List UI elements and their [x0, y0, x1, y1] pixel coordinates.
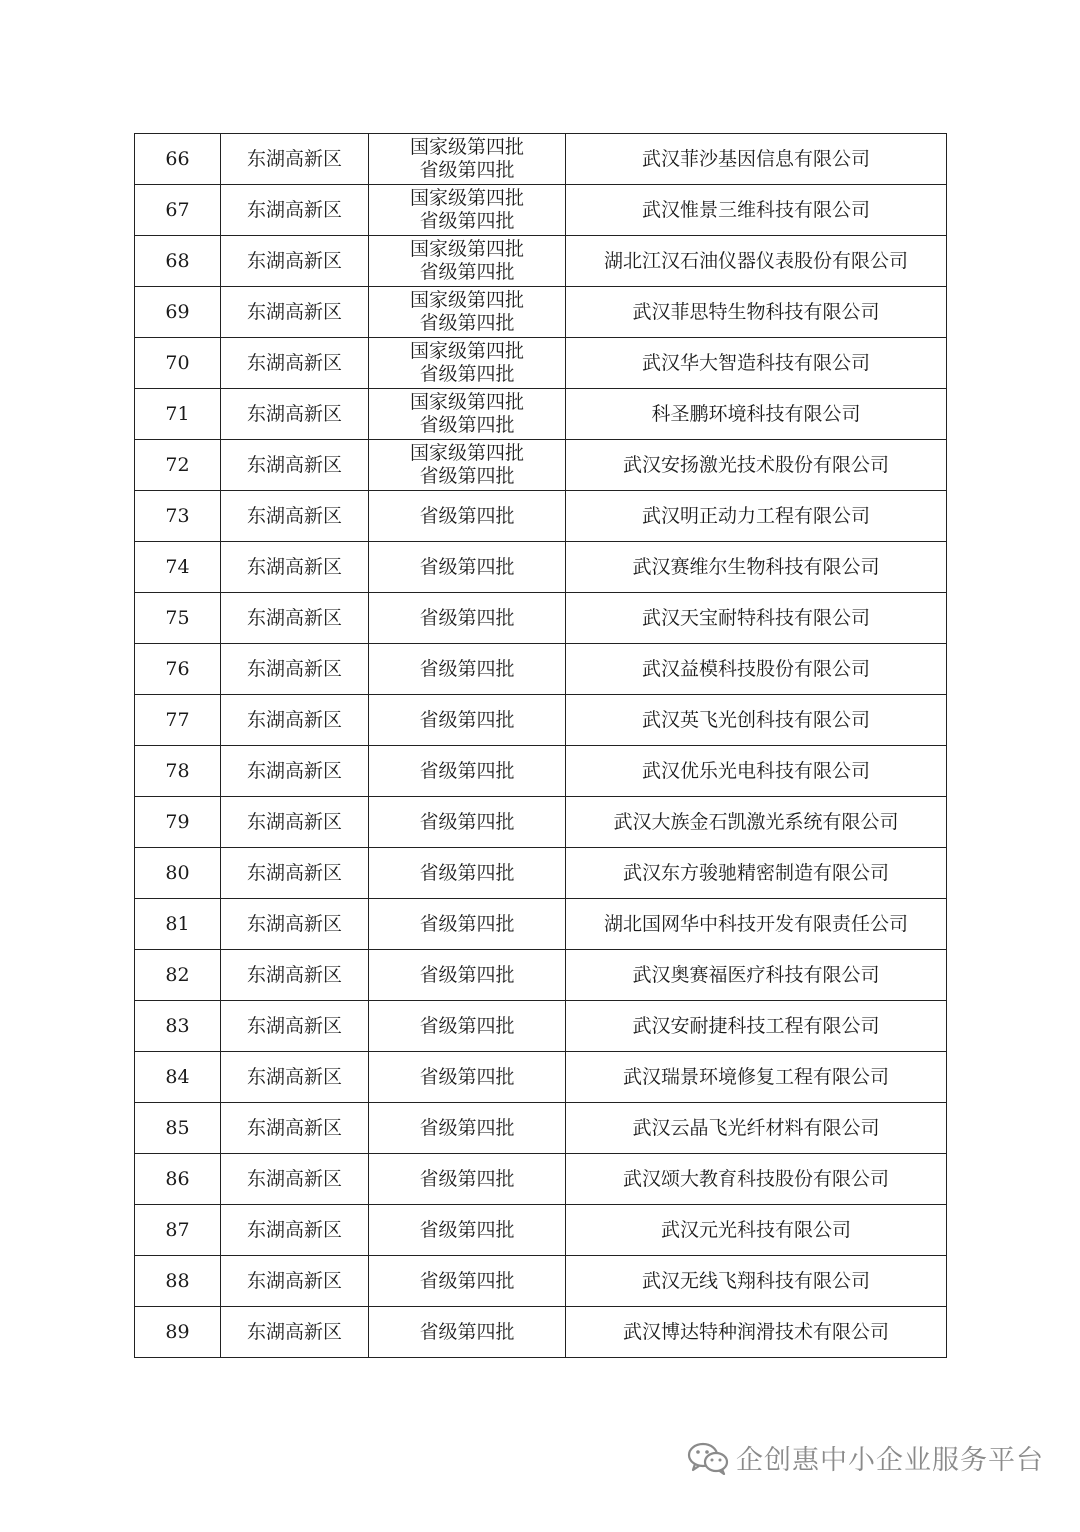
row-number: 68 [135, 236, 221, 287]
row-batch [369, 1307, 566, 1358]
table-body [135, 134, 947, 1358]
row-company: 武汉菲沙基因信息有限公司 [566, 134, 947, 185]
row-batch [369, 1154, 566, 1205]
table-row [135, 746, 947, 797]
table-row [135, 1205, 947, 1256]
row-company: 武汉优乐光电科技有限公司 [566, 746, 947, 797]
table-row [135, 236, 947, 287]
row-region: 东湖高新区 [221, 848, 369, 899]
watermark-text: 企创惠中小企业服务平台 [736, 1445, 1044, 1476]
company-list-table [134, 133, 947, 1358]
table-row [135, 1052, 947, 1103]
batch-line: 省级第四批 [419, 963, 515, 986]
batch-line: 省级第四批 [419, 1014, 515, 1037]
row-number: 84 [135, 1052, 221, 1103]
row-region: 东湖高新区 [221, 491, 369, 542]
row-number: 74 [135, 542, 221, 593]
table-row [135, 1307, 947, 1358]
row-number: 82 [135, 950, 221, 1001]
batch-line: 省级第四批 [419, 504, 515, 527]
row-number: 80 [135, 848, 221, 899]
row-region: 东湖高新区 [221, 440, 369, 491]
row-batch [369, 1052, 566, 1103]
row-number: 71 [135, 389, 221, 440]
batch-line: 省级第四批 [419, 312, 515, 334]
row-number: 87 [135, 1205, 221, 1256]
row-region: 东湖高新区 [221, 899, 369, 950]
row-batch [369, 1001, 566, 1052]
table-row [135, 848, 947, 899]
row-region: 东湖高新区 [221, 338, 369, 389]
row-region: 东湖高新区 [221, 695, 369, 746]
row-company: 武汉惟景三维科技有限公司 [566, 185, 947, 236]
row-batch [369, 389, 566, 440]
row-batch [369, 440, 566, 491]
batch-line: 省级第四批 [419, 1218, 515, 1241]
batch-line: 国家级第四批 [409, 187, 524, 209]
row-batch [369, 287, 566, 338]
row-company: 武汉赛维尔生物科技有限公司 [566, 542, 947, 593]
row-region: 东湖高新区 [221, 1307, 369, 1358]
row-company: 武汉明正动力工程有限公司 [566, 491, 947, 542]
table-row [135, 389, 947, 440]
row-company: 武汉奥赛福医疗科技有限公司 [566, 950, 947, 1001]
row-region: 东湖高新区 [221, 389, 369, 440]
row-batch [369, 593, 566, 644]
row-batch [369, 848, 566, 899]
row-company: 武汉安耐捷科技工程有限公司 [566, 1001, 947, 1052]
row-company: 武汉天宝耐特科技有限公司 [566, 593, 947, 644]
row-batch [369, 134, 566, 185]
row-number: 66 [135, 134, 221, 185]
watermark [686, 1438, 1044, 1477]
batch-line: 省级第四批 [419, 555, 515, 578]
row-company: 湖北国网华中科技开发有限责任公司 [566, 899, 947, 950]
batch-line: 省级第四批 [419, 1269, 515, 1292]
batch-line: 省级第四批 [419, 1116, 515, 1139]
row-region: 东湖高新区 [221, 746, 369, 797]
table-row [135, 644, 947, 695]
row-company: 武汉博达特种润滑技术有限公司 [566, 1307, 947, 1358]
row-company: 武汉华大智造科技有限公司 [566, 338, 947, 389]
row-region: 东湖高新区 [221, 1154, 369, 1205]
row-region: 东湖高新区 [221, 1001, 369, 1052]
row-region: 东湖高新区 [221, 134, 369, 185]
wechat-icon [686, 1441, 730, 1475]
batch-line: 省级第四批 [419, 861, 515, 884]
batch-line: 省级第四批 [419, 1167, 515, 1190]
table-row [135, 185, 947, 236]
batch-line: 省级第四批 [419, 606, 515, 629]
batch-line: 省级第四批 [419, 1065, 515, 1088]
row-number: 69 [135, 287, 221, 338]
row-company: 武汉大族金石凯激光系统有限公司 [566, 797, 947, 848]
row-company: 武汉颂大教育科技股份有限公司 [566, 1154, 947, 1205]
batch-line: 国家级第四批 [409, 391, 524, 413]
batch-line: 省级第四批 [419, 159, 515, 181]
row-company: 武汉菲思特生物科技有限公司 [566, 287, 947, 338]
row-region: 东湖高新区 [221, 1103, 369, 1154]
row-number: 79 [135, 797, 221, 848]
batch-line: 省级第四批 [419, 810, 515, 833]
row-number: 89 [135, 1307, 221, 1358]
table-row [135, 542, 947, 593]
batch-line: 省级第四批 [419, 210, 515, 232]
table-row [135, 593, 947, 644]
row-number: 83 [135, 1001, 221, 1052]
batch-line: 省级第四批 [419, 414, 515, 436]
row-company: 武汉安扬激光技术股份有限公司 [566, 440, 947, 491]
table-row [135, 797, 947, 848]
batch-line: 省级第四批 [419, 708, 515, 731]
batch-line: 省级第四批 [419, 759, 515, 782]
table-row [135, 1103, 947, 1154]
batch-line: 省级第四批 [419, 363, 515, 385]
row-region: 东湖高新区 [221, 542, 369, 593]
row-company: 科圣鹏环境科技有限公司 [566, 389, 947, 440]
table-row [135, 287, 947, 338]
row-number: 73 [135, 491, 221, 542]
row-number: 78 [135, 746, 221, 797]
row-region: 东湖高新区 [221, 797, 369, 848]
row-batch [369, 746, 566, 797]
row-batch [369, 491, 566, 542]
batch-line: 省级第四批 [419, 657, 515, 680]
row-batch [369, 236, 566, 287]
row-number: 70 [135, 338, 221, 389]
row-region: 东湖高新区 [221, 287, 369, 338]
row-number: 67 [135, 185, 221, 236]
row-region: 东湖高新区 [221, 1256, 369, 1307]
table-row [135, 134, 947, 185]
row-batch [369, 1256, 566, 1307]
row-batch [369, 950, 566, 1001]
row-batch [369, 644, 566, 695]
row-batch [369, 899, 566, 950]
row-region: 东湖高新区 [221, 950, 369, 1001]
batch-line: 省级第四批 [419, 1320, 515, 1343]
row-number: 77 [135, 695, 221, 746]
row-batch [369, 695, 566, 746]
row-company: 武汉英飞光创科技有限公司 [566, 695, 947, 746]
row-region: 东湖高新区 [221, 593, 369, 644]
row-number: 75 [135, 593, 221, 644]
batch-line: 省级第四批 [419, 261, 515, 283]
table-row [135, 440, 947, 491]
row-number: 76 [135, 644, 221, 695]
batch-line: 国家级第四批 [409, 442, 524, 464]
row-batch [369, 1103, 566, 1154]
batch-line: 省级第四批 [419, 912, 515, 935]
row-region: 东湖高新区 [221, 644, 369, 695]
row-company: 武汉益模科技股份有限公司 [566, 644, 947, 695]
row-company: 武汉元光科技有限公司 [566, 1205, 947, 1256]
row-company: 武汉东方骏驰精密制造有限公司 [566, 848, 947, 899]
table-row [135, 899, 947, 950]
batch-line: 国家级第四批 [409, 289, 524, 311]
row-number: 81 [135, 899, 221, 950]
row-batch [369, 338, 566, 389]
table-row [135, 1001, 947, 1052]
row-batch [369, 1205, 566, 1256]
table-row [135, 950, 947, 1001]
row-number: 86 [135, 1154, 221, 1205]
row-company: 武汉云晶飞光纤材料有限公司 [566, 1103, 947, 1154]
row-number: 88 [135, 1256, 221, 1307]
row-number: 72 [135, 440, 221, 491]
batch-line: 省级第四批 [419, 465, 515, 487]
row-region: 东湖高新区 [221, 236, 369, 287]
batch-line: 国家级第四批 [409, 238, 524, 260]
row-company: 武汉无线飞翔科技有限公司 [566, 1256, 947, 1307]
row-number: 85 [135, 1103, 221, 1154]
table-row [135, 695, 947, 746]
row-region: 东湖高新区 [221, 1052, 369, 1103]
row-company: 湖北江汉石油仪器仪表股份有限公司 [566, 236, 947, 287]
table-row [135, 1154, 947, 1205]
batch-line: 国家级第四批 [409, 136, 524, 158]
row-batch [369, 542, 566, 593]
row-region: 东湖高新区 [221, 185, 369, 236]
row-region: 东湖高新区 [221, 1205, 369, 1256]
table-row [135, 338, 947, 389]
row-company: 武汉瑞景环境修复工程有限公司 [566, 1052, 947, 1103]
table-row [135, 1256, 947, 1307]
batch-line: 国家级第四批 [409, 340, 524, 362]
table-row [135, 491, 947, 542]
row-batch [369, 797, 566, 848]
row-batch [369, 185, 566, 236]
